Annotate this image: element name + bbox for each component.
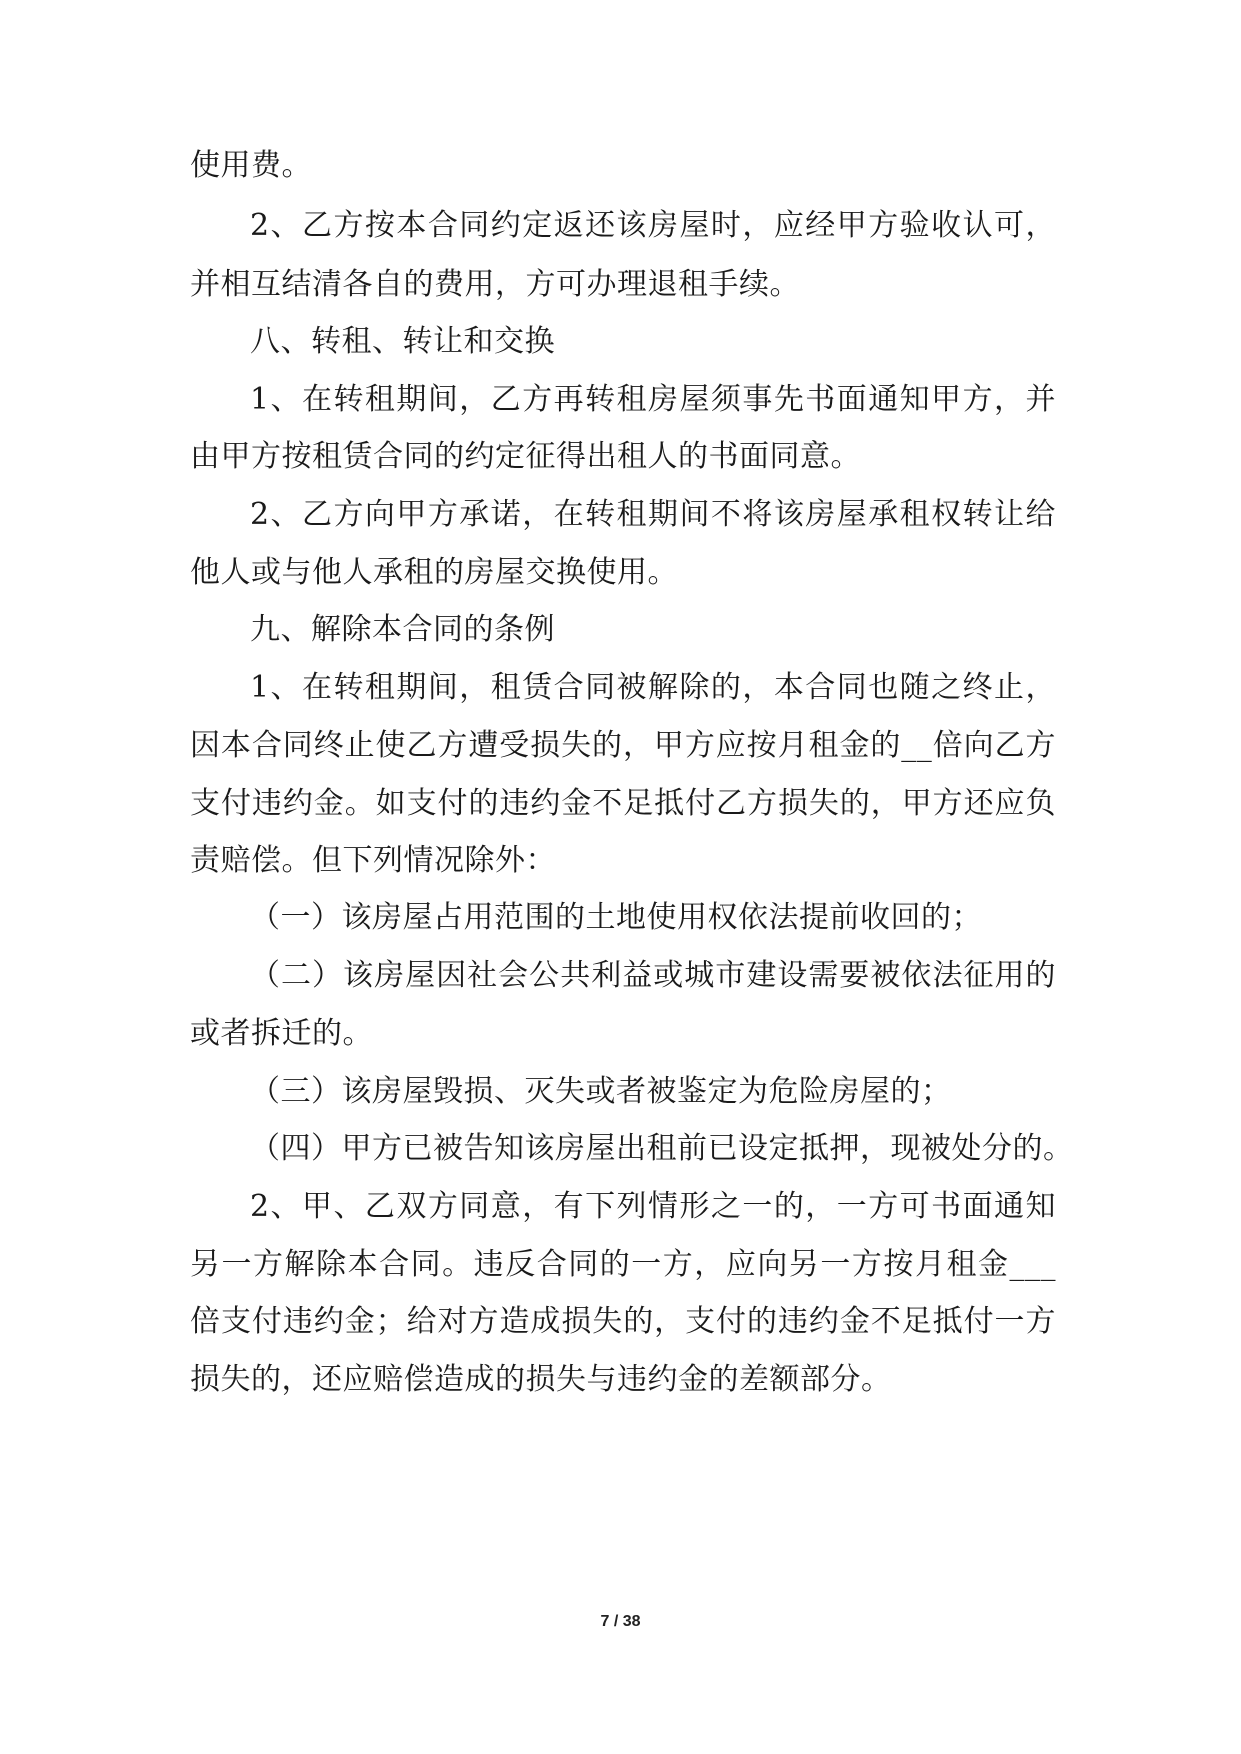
text-line: （一）该房屋占用范围的土地使用权依法提前收回的； (250, 900, 982, 935)
section-heading: 九、解除本合同的条例 (250, 612, 555, 647)
text-line: 1、在转租期间，租赁合同被解除的，本合同也随之终止， (250, 670, 1056, 705)
text-line: 2、乙方向甲方承诺，在转租期间不将该房屋承租权转让给 (250, 497, 1056, 532)
text-line: 2、甲、乙双方同意，有下列情形之一的，一方可书面通知 (250, 1189, 1056, 1224)
text-line: 倍支付违约金；给对方造成损失的，支付的违约金不足抵付一方 (190, 1304, 1056, 1339)
text-line: 1、在转租期间，乙方再转租房屋须事先书面通知甲方，并 (250, 382, 1056, 417)
text-line: 支付违约金。如支付的违约金不足抵付乙方损失的，甲方还应负 (190, 786, 1056, 821)
text-line: 或者拆迁的。 (190, 1016, 373, 1051)
text-line: （三）该房屋毁损、灭失或者被鉴定为危险房屋的； (250, 1074, 952, 1109)
page-number: 7 / 38 (600, 1613, 641, 1630)
section-heading: 八、转租、转让和交换 (250, 324, 555, 359)
text-line: 因本合同终止使乙方遭受损失的，甲方应按月租金的__倍向乙方 (190, 728, 1056, 763)
text-line: （二）该房屋因社会公共利益或城市建设需要被依法征用的 (250, 958, 1056, 993)
text-line: 2、乙方按本合同约定返还该房屋时，应经甲方验收认可， (250, 208, 1056, 243)
text-line: 他人或与他人承租的房屋交换使用。 (190, 555, 678, 590)
text-line: 由甲方按租赁合同的约定征得出租人的书面同意。 (190, 439, 861, 474)
text-line: 责赔偿。但下列情况除外： (190, 843, 556, 878)
text-line: 另一方解除本合同。违反合同的一方，应向另一方按月租金___ (190, 1247, 1056, 1282)
text-line: 损失的，还应赔偿造成的损失与违约金的差额部分。 (190, 1362, 892, 1397)
text-line: （四）甲方已被告知该房屋出租前已设定抵押，现被处分的。 (250, 1131, 1074, 1166)
text-line: 并相互结清各自的费用，方可办理退租手续。 (190, 267, 800, 302)
text-line: 使用费。 (190, 148, 312, 183)
